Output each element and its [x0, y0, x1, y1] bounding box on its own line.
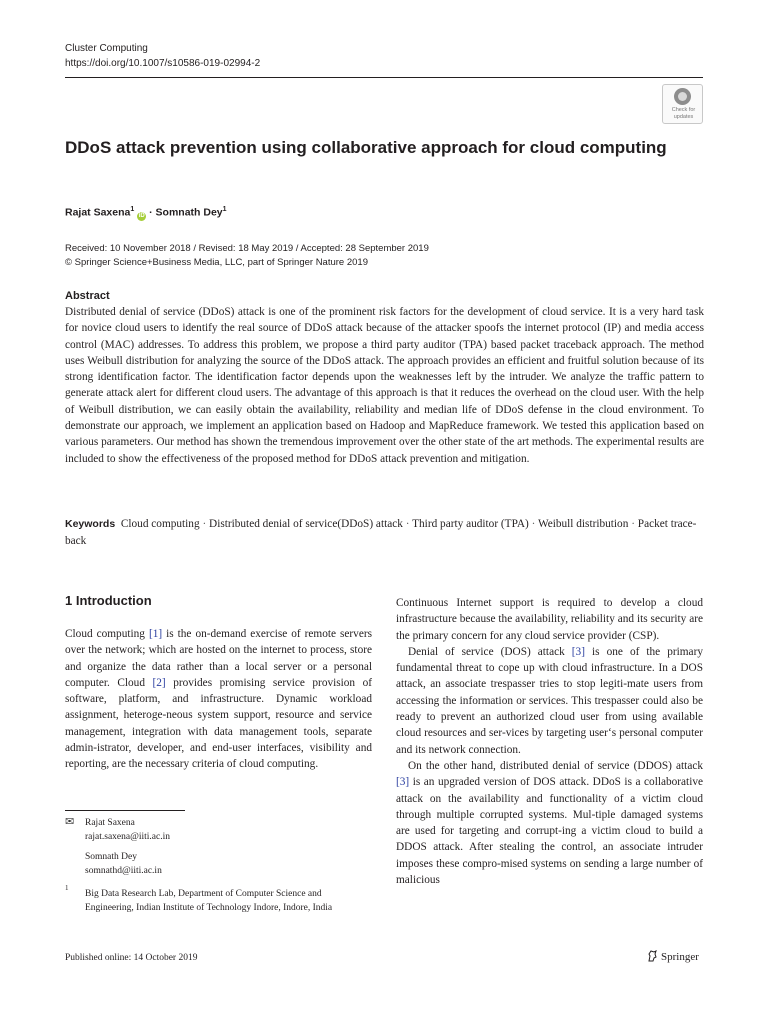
author-affil-sup: 1: [130, 206, 135, 213]
journal-name: Cluster Computing: [65, 43, 148, 54]
abstract-heading: Abstract: [65, 290, 110, 302]
author-separator: ·: [149, 206, 153, 219]
keyword-separator: ·: [405, 518, 410, 530]
keyword-separator: ·: [631, 518, 635, 530]
envelope-icon: ✉: [65, 816, 75, 828]
keyword-item: Third party auditor (TPA): [412, 518, 529, 530]
citation-link[interactable]: [2]: [152, 676, 166, 689]
citation-link[interactable]: [1]: [148, 628, 163, 640]
springer-horse-icon: [647, 950, 658, 962]
orcid-icon[interactable]: iD: [138, 212, 145, 219]
publisher-logo: [647, 950, 699, 963]
section-heading: 1 Introduction: [65, 593, 152, 608]
copyright: © Springer Science+Business Media, LLC, part of Springer Nature 2019: [65, 257, 368, 268]
citation-link[interactable]: [3]: [571, 645, 585, 658]
published-date: Published online: 14 October 2019: [65, 953, 198, 963]
keyword-separator: ·: [202, 518, 207, 530]
keywords-heading: Keywords: [65, 518, 116, 530]
check-updates-icon: [674, 88, 691, 105]
paragraph: On the other hand, distributed denial of service (DDOS) attack [3] is an upgraded version of DOS attack. DDoS is a collaborative attack on the availability and functionality of a victim cloud through multiple corrupted systems. Mul-tiple damaged systems are used for targeting and corrupt-ing a victim cloud to build a DDOS attack. After stealing the control, an associate intruder imposes these compro-mised systems on sending a large number of malicious: [396, 759, 703, 887]
check-for-updates-badge[interactable]: [662, 84, 703, 124]
badge-line2: updates: [673, 114, 694, 120]
corresponding-author: Rajat Saxena: [85, 818, 135, 828]
paragraph: Continuous Internet support is required to develop a cloud infrastructure because the availability, reliability and its security are the primary concern for any cloud service provider (CSP).: [396, 597, 703, 642]
paragraph: Cloud computing [1] is the on-demand exercise of remote servers over the network; which are hosted on the internet to process, store and organize the data rather than a local server or a personal computer. Cloud [2] provides promising service provision of software, platform, and infrastructure. Dynamic workload assignment, heteroge-neous system support, resource and service management, integration with data management tools, separate admin-istrator, developer, and end-user interfaces, visibility and reporting, are the necessary criteria of cloud computing.: [65, 628, 372, 771]
affiliation: Big Data Research Lab, Department of Computer Science and Engineering, Indian Institute of Technology Indore, Indore, India: [85, 889, 333, 913]
author-list: [65, 203, 227, 221]
paragraph: Denial of service (DOS) attack [3] is one of the primary fundamental threat to cope up with cloud infrastructure. In a DOS attack, an associate trespasser tries to stop legiti-mate users from accessing the information or services. This trespasser could also be ready to prevent an authorized cloud user from using available cloud resources and ser-vices by targeting user‘s personal computer and its network connection.: [396, 645, 703, 756]
article-dates: [65, 242, 429, 270]
history-dates: Received: 10 November 2018 / Revised: 18 May 2019 / Accepted: 28 September 2019: [65, 243, 429, 254]
keyword-item: Weibull distribution: [537, 518, 629, 530]
publisher-name: Springer: [661, 951, 699, 963]
citation-link[interactable]: [3]: [396, 776, 410, 789]
right-column: [396, 595, 703, 888]
footnote-rule: [65, 810, 185, 811]
affiliation-sup: 1: [65, 884, 69, 892]
paper-title: DDoS attack prevention using collaborative approach for cloud computing: [65, 138, 667, 157]
author-affil-sup: 1: [222, 206, 227, 213]
keyword-separator: ·: [531, 518, 536, 530]
header-rule: [65, 77, 703, 78]
journal-header: [65, 41, 260, 71]
author-name[interactable]: Rajat Saxena: [65, 206, 131, 219]
keyword-item: Packet trace-back: [65, 518, 697, 547]
keyword-item: Cloud computing: [120, 518, 200, 530]
keyword-item: Distributed denial of service(DDoS) attack: [209, 518, 403, 530]
author-email[interactable]: somnathd@iiti.ac.in: [85, 866, 162, 876]
author-email[interactable]: rajat.saxena@iiti.ac.in: [85, 832, 170, 842]
keywords: [65, 516, 704, 550]
journal-doi[interactable]: https://doi.org/10.1007/s10586-019-02994-2: [65, 58, 261, 69]
author-name[interactable]: Somnath Dey: [155, 206, 223, 219]
corresponding-author: Somnath Dey: [85, 852, 137, 862]
left-column: [65, 626, 372, 773]
abstract-text: Distributed denial of service (DDoS) attack is one of the prominent risk factors for the development of cloud service. It is a very hard task for novice cloud users to identify the real source of DDoS attack because of the attacker spoofs the internet protocol (IP) and media access control (MAC) addresses. To address this problem, we propose a third party auditor (TPA) based packet traceback approach. The method uses Weibull distribution for analyzing the source of the DDoS attack. The approach provides an efficient and fruitful solution because of its strong identification factor. The identification factor depends upon the weaknesses left by the intruder. We analyze the traffic pattern to generate attack alert for different cloud users. The advantage of this approach is that it reduces the overhead on the cloud user. With the help of Weibull distribution, we can easily obtain the availability, reliability and median life of DDoS defense in the cloud environment. To demonstrate our approach, we implement an application based on Hadoop and MapReduce framework. We tested this application based on various parameters. Our method has shown the tremendous improvement over the other state of the art methods. The experimental results are included to show the effectiveness of the proposed method for DDoS attack prevention and mitigation.: [65, 306, 704, 465]
badge-line1: Check for: [671, 107, 696, 113]
